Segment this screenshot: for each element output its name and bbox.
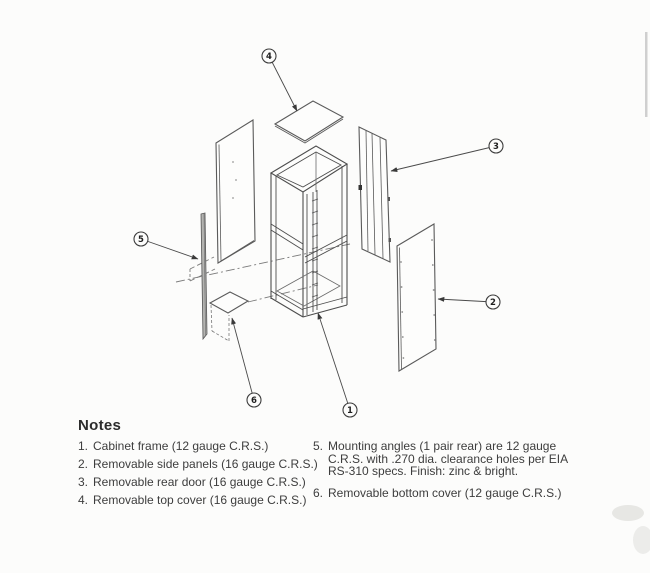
callout-5 [134,232,148,246]
side-panel-left-part [216,120,255,263]
rear-door-part [359,127,392,262]
note-6-number: 6. [313,485,324,500]
callout-2 [486,295,500,309]
note-item-6 [313,487,571,500]
door-latch [359,185,363,190]
note-item-1 [78,440,338,453]
side-panel-right-part [397,224,436,371]
notes-heading: Notes [78,417,122,434]
note-item-4 [78,494,338,507]
callout-1 [343,403,357,417]
note-5-number: 5. [313,439,324,453]
notes-column-right [313,440,571,504]
callout-5-number: 5 [138,235,144,245]
cabinet-frame-part [271,146,347,317]
callout-3 [489,139,503,153]
mounting-angle-part [201,213,207,339]
note-6-text: Removable bottom cover (12 gauge C.R.S.) [328,485,562,500]
note-2-text: Removable side panels (16 gauge C.R.S.) [93,457,318,471]
notes-column-left [78,440,338,512]
note-1-number: 1. [78,439,89,453]
callout-6 [247,393,261,407]
note-3-text: Removable rear door (16 gauge C.R.S.) [93,475,306,489]
note-item-3 [78,476,338,489]
callout-2-number: 2 [490,298,496,308]
callout-6-number: 6 [251,396,257,406]
callout-4-number: 4 [266,52,272,62]
callout-3-number: 3 [493,142,499,152]
bottom-cover-part [210,292,248,341]
note-item-5 [313,440,571,478]
top-cover-part [275,101,343,143]
note-3-number: 3. [78,475,89,489]
note-4-number: 4. [78,493,89,507]
note-5-text: Mounting angles (1 pair rear) are 12 gauge C.R.S. with .270 dia. clearance holes per EIA RS-310 specs. Finish: zinc & bright. [328,439,568,479]
callout-1-number: 1 [347,406,353,416]
note-2-number: 2. [78,457,89,471]
note-item-2 [78,458,338,471]
note-4-text: Removable top cover (16 gauge C.R.S.) [93,493,307,507]
callout-4 [262,49,276,63]
note-1-text: Cabinet frame (12 gauge C.R.S.) [93,439,269,453]
rack-rails [312,190,318,312]
scan-artifacts [612,32,650,554]
